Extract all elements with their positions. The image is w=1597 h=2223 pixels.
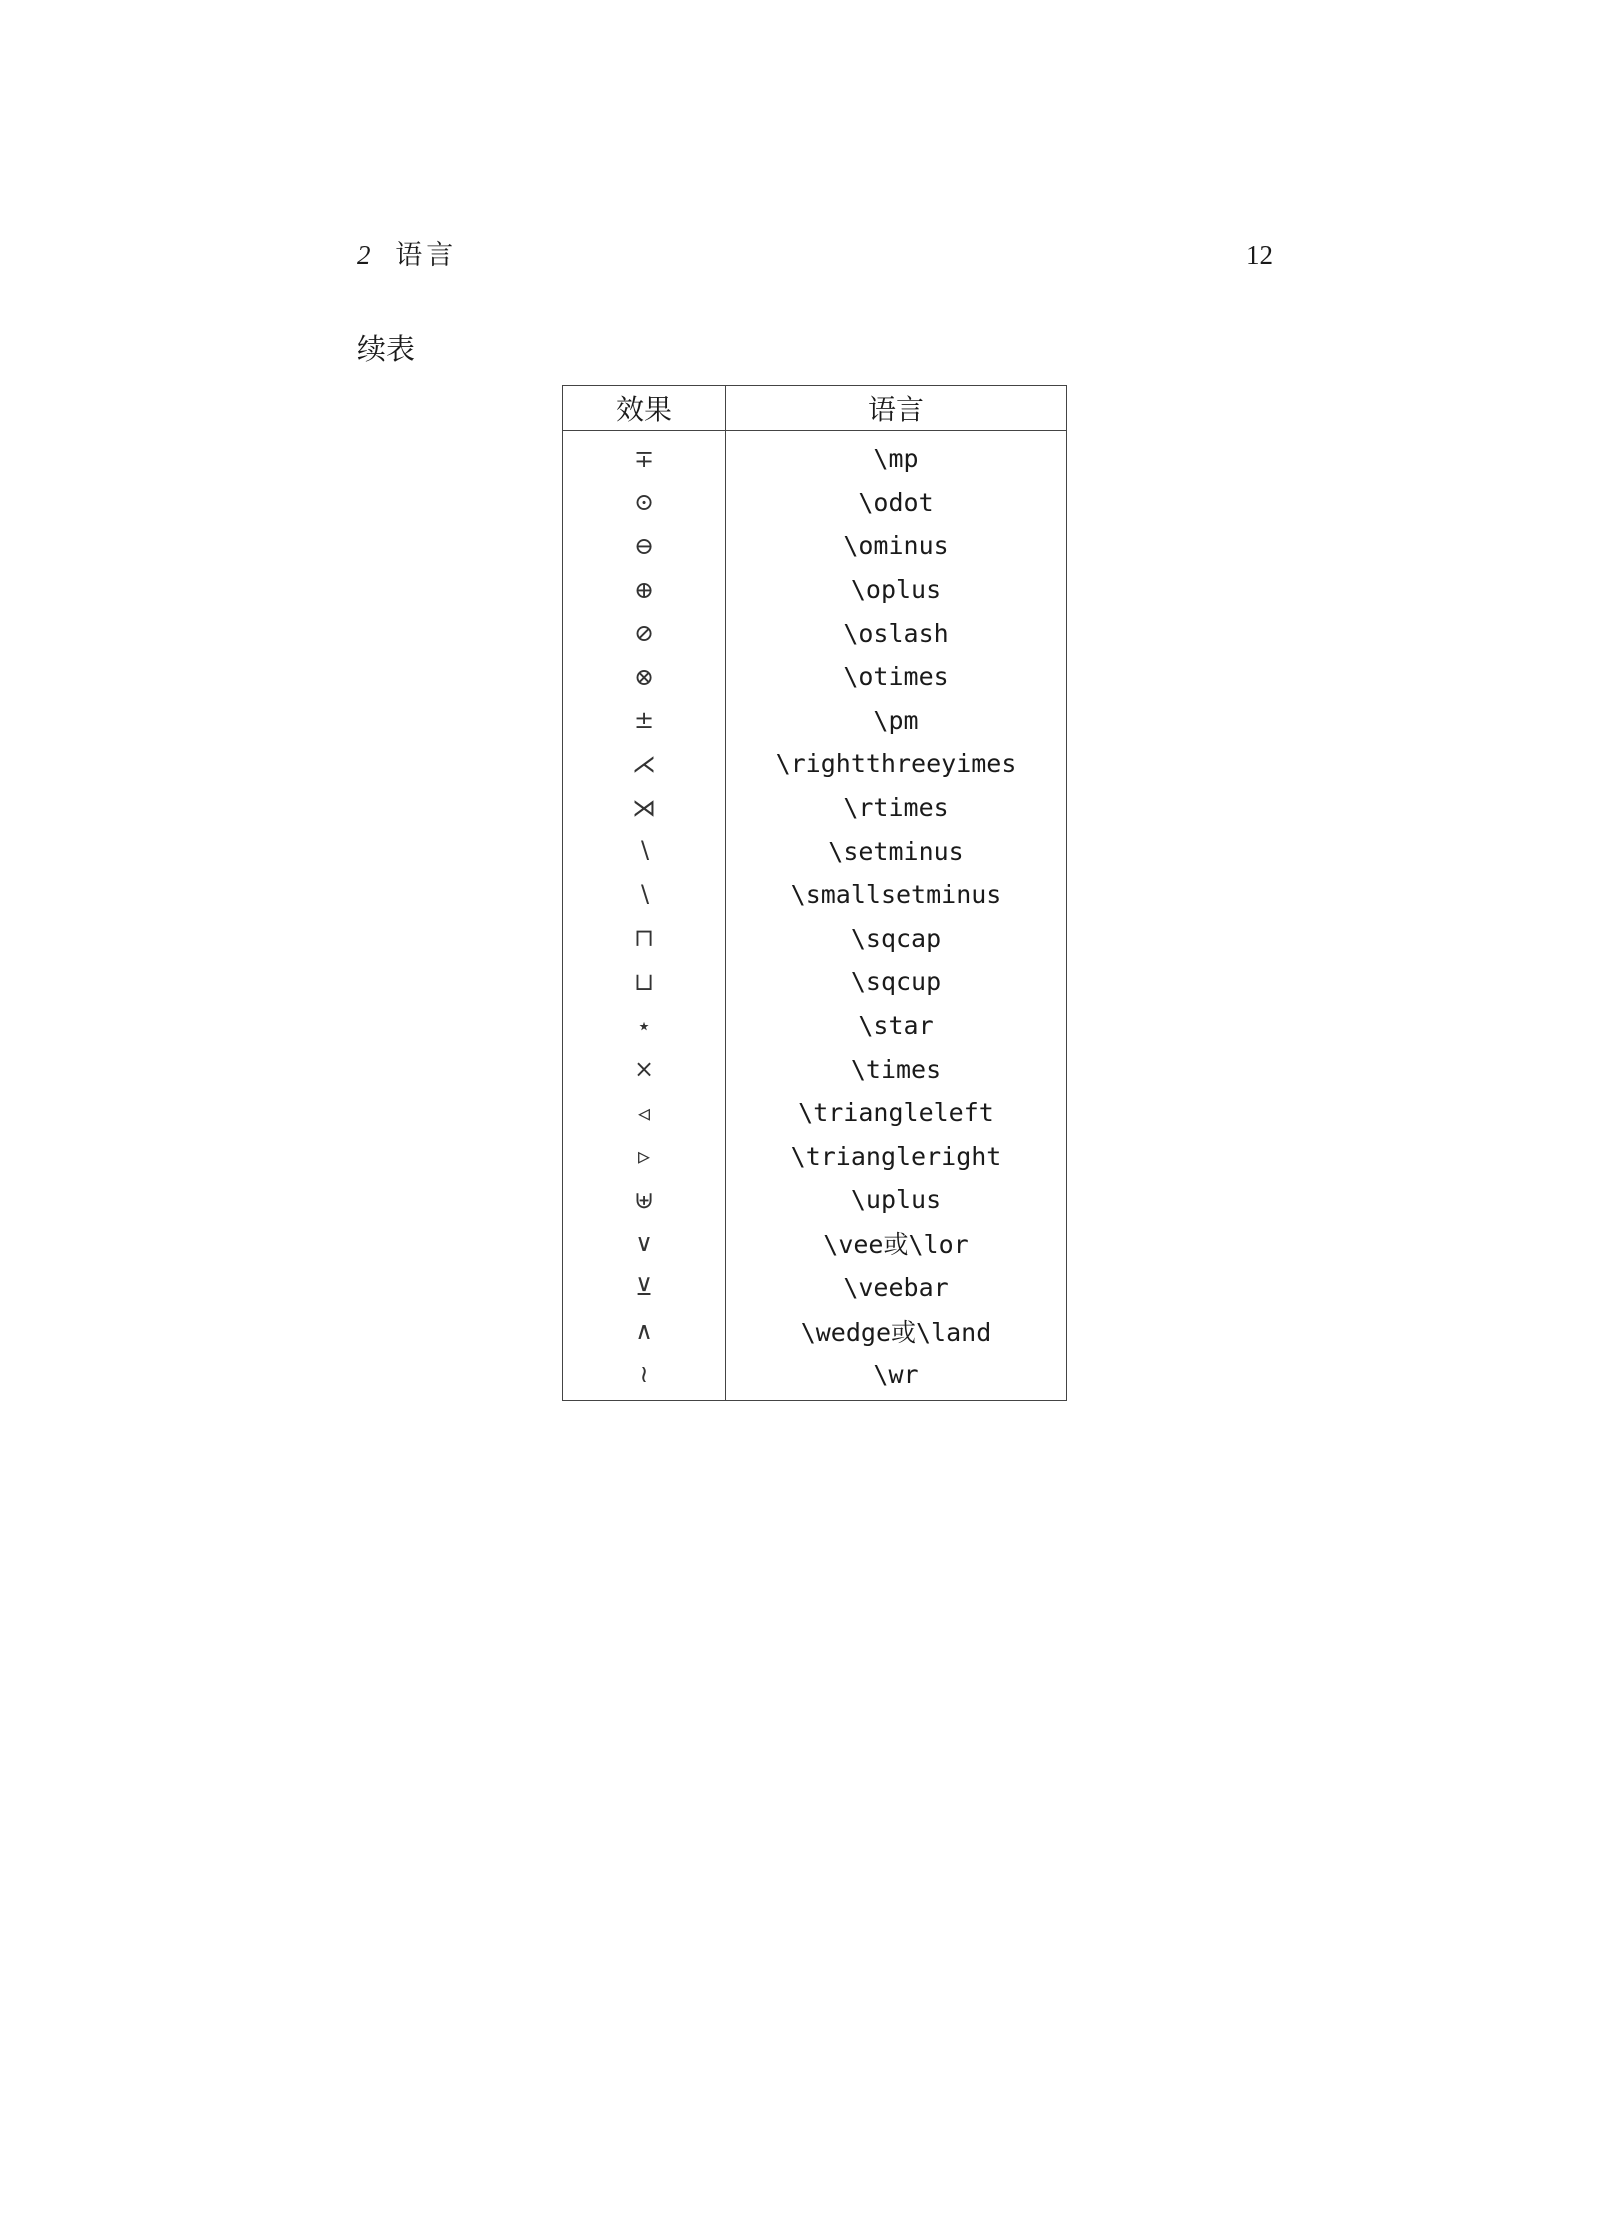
code-cell <box>726 917 1067 961</box>
symbol-table <box>562 385 1067 1401</box>
latex-command: \wr <box>873 1359 919 1389</box>
latex-command: \ominus <box>843 531 949 561</box>
code-cell <box>726 1352 1067 1400</box>
code-cell <box>726 1135 1067 1179</box>
symbol-glyph: ⊖ <box>633 531 655 560</box>
table-row <box>563 1135 1067 1179</box>
symbol-glyph: ⋆ <box>636 1011 652 1040</box>
symbol-glyph: ± <box>633 706 655 735</box>
latex-command: \wedge或\land <box>800 1317 992 1347</box>
effect-cell <box>563 431 726 481</box>
table-row <box>563 829 1067 873</box>
symbol-glyph: ∧ <box>635 1316 653 1345</box>
latex-command: \uplus <box>850 1185 942 1215</box>
code-cell <box>726 1047 1067 1091</box>
effect-cell <box>563 699 726 743</box>
page-number: 12 <box>1246 240 1273 270</box>
table-row <box>563 1352 1067 1400</box>
effect-cell <box>563 1309 726 1353</box>
effect-cell <box>563 611 726 655</box>
effect-cell <box>563 1135 726 1179</box>
symbol-glyph: ⊔ <box>633 967 655 996</box>
symbol-glyph: ⊻ <box>635 1273 653 1302</box>
table-row <box>563 524 1067 568</box>
latex-command: \sqcup <box>850 967 942 997</box>
effect-cell <box>563 481 726 525</box>
latex-command: \rightthreeyimes <box>775 749 1017 779</box>
symbol-glyph: ⊗ <box>633 662 655 691</box>
column-header-effect: 效果 <box>563 386 726 431</box>
code-cell <box>726 1265 1067 1309</box>
latex-command: \sqcap <box>850 923 942 953</box>
table-row <box>563 873 1067 917</box>
table-caption: 续表 <box>357 334 416 366</box>
table-row <box>563 742 1067 786</box>
latex-command: \veebar <box>843 1272 949 1302</box>
symbol-glyph: ∖ <box>636 837 652 866</box>
effect-cell <box>563 873 726 917</box>
table-row <box>563 611 1067 655</box>
code-cell <box>726 742 1067 786</box>
code-cell <box>726 431 1067 481</box>
code-cell <box>726 960 1067 1004</box>
symbol-glyph: ⊕ <box>633 575 655 604</box>
symbol-glyph: ⋌ <box>632 749 656 778</box>
table-row <box>563 917 1067 961</box>
code-cell <box>726 699 1067 743</box>
symbol-glyph: ⋊ <box>632 793 656 822</box>
table-row <box>563 1222 1067 1266</box>
table-row <box>563 1309 1067 1353</box>
code-cell <box>726 1222 1067 1266</box>
table-row <box>563 655 1067 699</box>
code-cell <box>726 611 1067 655</box>
effect-cell <box>563 524 726 568</box>
symbol-glyph: ≀ <box>639 1360 649 1389</box>
table-row <box>563 1178 1067 1222</box>
symbol-glyph: ◃ <box>637 1098 651 1127</box>
latex-command: \otimes <box>843 662 949 692</box>
table-row <box>563 699 1067 743</box>
latex-command: \mp <box>873 444 919 474</box>
effect-cell <box>563 742 726 786</box>
effect-cell <box>563 1265 726 1309</box>
latex-command: \triangleleft <box>798 1098 994 1128</box>
latex-command: \vee或\lor <box>823 1230 969 1260</box>
code-cell <box>726 1004 1067 1048</box>
table-row <box>563 568 1067 612</box>
symbol-glyph: ⊘ <box>633 619 655 648</box>
latex-command: \setminus <box>828 836 964 866</box>
effect-cell <box>563 1352 726 1400</box>
symbol-glyph: ∨ <box>635 1229 653 1258</box>
code-cell <box>726 786 1067 830</box>
symbol-glyph: ⊎ <box>633 1185 655 1214</box>
latex-command: \rtimes <box>843 793 949 823</box>
table-row <box>563 431 1067 481</box>
code-cell <box>726 829 1067 873</box>
effect-cell <box>563 1222 726 1266</box>
symbol-glyph: × <box>633 1055 655 1084</box>
code-cell <box>726 568 1067 612</box>
table-row <box>563 481 1067 525</box>
symbol-glyph: ∓ <box>633 444 655 473</box>
latex-command: \oslash <box>843 618 949 648</box>
effect-cell <box>563 1047 726 1091</box>
running-header <box>357 238 457 272</box>
latex-command: \oplus <box>850 575 942 605</box>
effect-cell <box>563 655 726 699</box>
latex-command: \triangleright <box>790 1141 1002 1171</box>
symbol-glyph: ∖ <box>636 880 652 909</box>
symbol-glyph: ⊙ <box>633 488 655 517</box>
table-row <box>563 1091 1067 1135</box>
code-cell <box>726 524 1067 568</box>
code-cell <box>726 1309 1067 1353</box>
chapter-number: 2 <box>357 240 371 270</box>
table-body <box>563 431 1067 1401</box>
table-row <box>563 1265 1067 1309</box>
table-row <box>563 786 1067 830</box>
latex-command: \times <box>850 1054 942 1084</box>
table-row <box>563 960 1067 1004</box>
symbol-glyph: ▹ <box>637 1142 651 1171</box>
table-row <box>563 1047 1067 1091</box>
effect-cell <box>563 1091 726 1135</box>
code-cell <box>726 873 1067 917</box>
code-cell <box>726 481 1067 525</box>
latex-command: \pm <box>873 705 919 735</box>
table-header-row <box>563 386 1067 431</box>
table-row <box>563 1004 1067 1048</box>
latex-command: \odot <box>858 487 934 517</box>
effect-cell <box>563 786 726 830</box>
code-cell <box>726 655 1067 699</box>
code-cell <box>726 1091 1067 1135</box>
latex-command: \star <box>858 1011 934 1041</box>
effect-cell <box>563 960 726 1004</box>
code-cell <box>726 1178 1067 1222</box>
column-header-code: 语言 <box>726 386 1067 431</box>
effect-cell <box>563 1178 726 1222</box>
latex-command: \smallsetminus <box>790 880 1002 910</box>
chapter-title: 语言 <box>395 240 458 270</box>
effect-cell <box>563 1004 726 1048</box>
effect-cell <box>563 568 726 612</box>
symbol-glyph: ⊓ <box>633 924 655 953</box>
effect-cell <box>563 917 726 961</box>
effect-cell <box>563 829 726 873</box>
